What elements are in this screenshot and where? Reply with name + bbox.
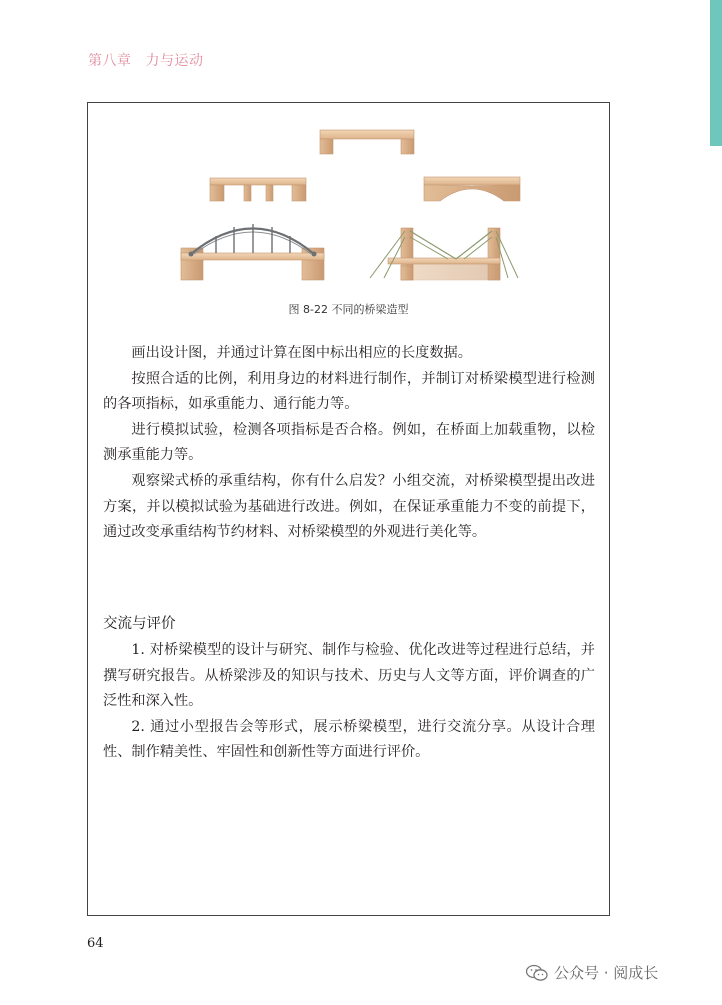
beam-bridge bbox=[320, 130, 414, 154]
arch-bridge bbox=[424, 177, 520, 201]
body-paragraph: 观察梁式桥的承重结构，你有什么启发？小组交流，对桥梁模型提出改进方案，并以模拟试验为基础进行改进。例如，在保证承重能力不变的前提下，通过改变承重结构节约材料、对桥梁模型的外观进行美化等。 bbox=[103, 472, 595, 541]
activity-box bbox=[87, 102, 610, 916]
multi-pier-bridge bbox=[210, 178, 306, 201]
cable-stayed-bridge bbox=[370, 228, 518, 280]
watermark bbox=[526, 962, 658, 983]
tied-arch-bridge bbox=[181, 224, 324, 280]
figure-caption: 图 8-22 不同的桥梁造型 bbox=[288, 303, 409, 316]
evaluation-heading: 交流与评价 bbox=[103, 616, 176, 632]
activity-steps bbox=[103, 341, 595, 546]
wechat-icon bbox=[526, 964, 548, 982]
watermark-text: 公众号 · 阅成长 bbox=[554, 964, 659, 982]
evaluation-item: 2. 通过小型报告会等形式，展示桥梁模型，进行交流分享。从设计合理性、制作精美性、牢固性和创新性等方面进行评价。 bbox=[103, 718, 595, 761]
body-paragraph: 画出设计图，并通过计算在图中标出相应的长度数据。 bbox=[131, 345, 472, 361]
body-paragraph: 进行模拟试验，检测各项指标是否合格。例如，在桥面上加载重物，以检测承重能力等。 bbox=[103, 421, 595, 464]
chapter-side-tab bbox=[710, 0, 722, 146]
bridge-models-figure bbox=[88, 103, 609, 298]
chapter-number: 第八章 bbox=[88, 53, 132, 69]
page-number: 64 bbox=[87, 936, 104, 951]
body-paragraph: 按照合适的比例，利用身边的材料进行制作，并制订对桥梁模型进行检测的各项指标，如承重能力、通行能力等。 bbox=[103, 370, 595, 413]
evaluation-item: 1. 对桥梁模型的设计与研究、制作与检验、优化改进等过程进行总结，并撰写研究报告。从桥梁涉及的知识与技术、历史与人文等方面，评价调查的广泛性和深入性。 bbox=[103, 642, 595, 710]
chapter-title: 力与运动 bbox=[145, 53, 204, 69]
chapter-header bbox=[88, 50, 204, 70]
evaluation-items bbox=[103, 638, 595, 766]
